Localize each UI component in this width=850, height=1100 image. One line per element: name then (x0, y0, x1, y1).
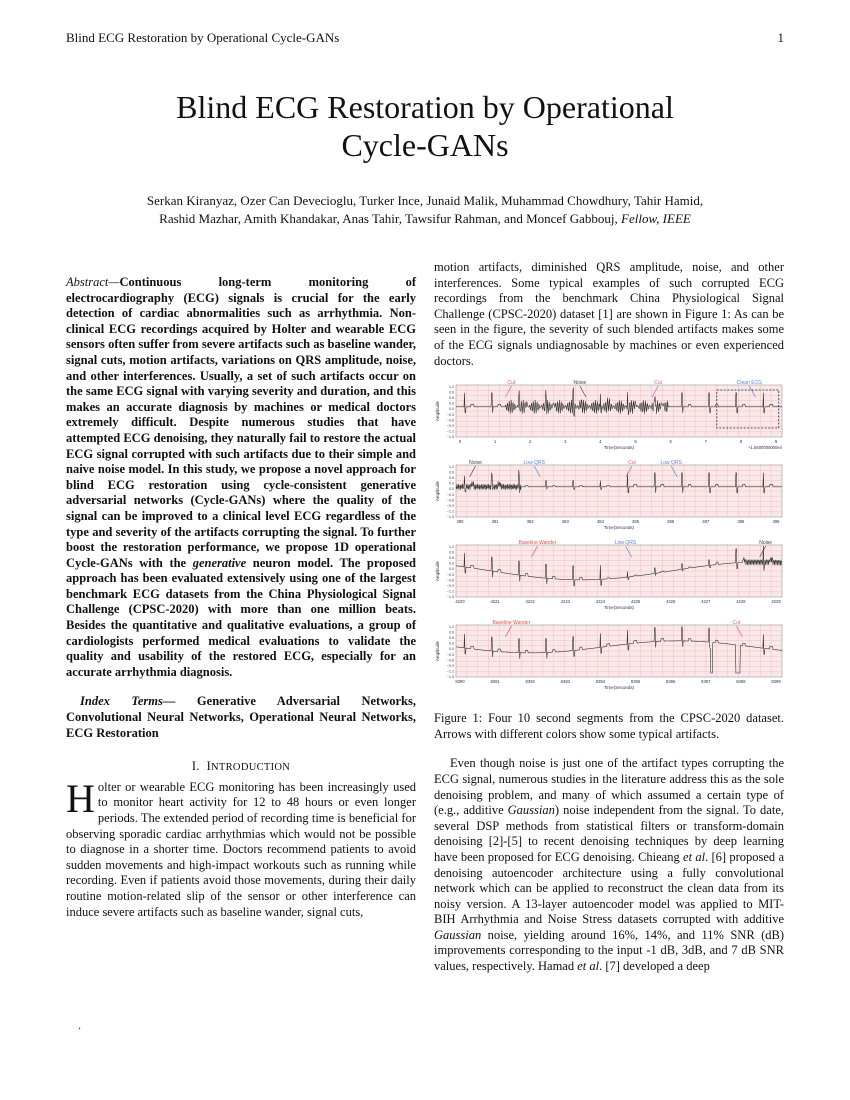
authors-line-1: Serkan Kiranyaz, Ozer Can Devecioglu, Turker Ince, Junaid Malik, Muhammad Chowdhury, Tahir Hamid, (146, 193, 704, 208)
y-tick-label: −1.2 (446, 589, 454, 594)
drop-cap: H (66, 775, 95, 821)
annotation-label: Cut (732, 620, 741, 627)
x-tick-label: 8394 (595, 679, 606, 685)
authors-fellow: Fellow, IEEE (621, 211, 691, 226)
x-tick-label: 4228 (736, 599, 746, 605)
y-tick-label: −1.2 (446, 509, 454, 514)
x-tick-label: 389 (772, 519, 780, 525)
x-tick-label: 380 (456, 519, 464, 525)
y-tick-label: 1.2 (449, 625, 454, 630)
x-axis-label: Time(Seconds) (603, 605, 635, 611)
y-tick-label: −0.3 (446, 492, 454, 497)
x-tick-label: 386 (667, 519, 675, 525)
intro-body (66, 775, 416, 920)
p2-text-a: Even though noise is just one of the artifact types corrupting the ECG signal, numerous studies in the literature address this as the sole denoising problem, and many of which assumed a certain type of (e.g., additive (434, 756, 784, 818)
x-tick-label: 5 (634, 439, 637, 445)
y-tick-label: 0.9 (449, 550, 454, 555)
y-tick-label: −1.5 (446, 675, 454, 680)
section-number: I. (191, 759, 200, 774)
intro-paragraph-1-text: olter or wearable ECG monitoring has been increasingly used to monitor heart activity for 12 to 48 hours or even longer periods. The extended period of recording time is beneficial for observing sporadic cardiac arrhythmias which would not be possible to diagnose in a shorter time. Doctors recommend patients to avoid sudden movements and high-impact workouts such as running while recording. Even if patients avoid those movements, during their daily routine motion-related slip of the sensor or other interference can induce severe artifacts such as baseline wander, signal cuts, (66, 779, 416, 919)
figure-1-caption: Figure 1: Four 10 second segments from the CPSC-2020 dataset. Arrows with different colors show some typical artifacts. (434, 711, 784, 741)
x-tick-label: 388 (737, 519, 745, 525)
y-tick-label: −0.6 (446, 578, 454, 583)
annotation-label: Cut (628, 460, 636, 467)
y-tick-label: 0.6 (449, 396, 454, 401)
y-tick-label: −0.3 (446, 572, 454, 577)
y-tick-label: 0.3 (449, 561, 454, 566)
x-tick-label: 4222 (525, 599, 535, 605)
p2-emph-4: et al (577, 959, 600, 974)
page-number: 1 (777, 30, 784, 45)
x-tick-label: 0 (458, 439, 462, 445)
x-tick-label: 8392 (525, 679, 535, 685)
abstract (66, 275, 416, 680)
y-tick-label: −1.5 (446, 515, 454, 520)
y-tick-label: 0.9 (449, 470, 454, 475)
index-terms-text: Generative Adversarial Networks, Convolutional Neural Networks, Operational Neural Networks, ECG Restoration (66, 694, 416, 740)
y-tick-label: 0.0 (449, 487, 454, 492)
x-tick-label: 3 (564, 439, 567, 445)
p2-text-d: noise, yielding around 16%, 14%, and 11% SNR (dB) improvements corresponding to the input -1 dB, 3dB, and 7 dB SNR values, respectively. Hamad (434, 927, 784, 974)
y-tick-label: 0.0 (449, 647, 454, 652)
index-terms-lead: Index Terms— (80, 694, 176, 709)
annotation-label: Low QRS (523, 460, 545, 467)
x-tick-label: 382 (526, 519, 534, 525)
x-tick-label: 4225 (630, 599, 641, 605)
p2-emph-2: et al (683, 849, 706, 864)
annotation-label: Noise (759, 540, 773, 547)
x-axis-label: Time(Seconds) (603, 685, 635, 691)
p2-emph-3: Gaussian (434, 927, 482, 942)
annotation-label: Low QRS (614, 540, 637, 547)
p2-emph-1: Gaussian (507, 803, 555, 818)
y-tick-label: −1.5 (446, 595, 454, 600)
authors-names: Rashid Mazhar, Amith Khandakar, Anas Tahir, Tawsifur Rahman, and Moncef Gabbouj, (159, 211, 618, 226)
x-tick-label: 2 (529, 439, 532, 445)
annotation-label: Cut (654, 380, 663, 387)
x-axis-label: Time(Seconds) (603, 445, 635, 451)
abstract-lead: Abstract— (66, 275, 120, 289)
y-tick-label: 1.2 (449, 385, 454, 390)
x-tick-label: 4229 (771, 599, 781, 605)
running-header-title: Blind ECG Restoration by Operational Cycle-GANs (66, 30, 340, 45)
y-tick-label: 1.2 (449, 545, 454, 550)
x-tick-label: 8399 (771, 679, 781, 685)
y-tick-label: 0.0 (449, 407, 454, 412)
y-tick-label: 1.2 (449, 465, 454, 470)
ecg-figure-svg (434, 379, 784, 691)
x-tick-label: 9 (774, 439, 778, 445)
x-tick-label: 8396 (666, 679, 676, 685)
x-tick-label: 385 (632, 519, 640, 525)
section-title-first: I (206, 759, 212, 774)
x-tick-label: 4226 (666, 599, 676, 605)
right-paragraph-1: motion artifacts, diminished QRS amplitude, noise, and other interferences. Some typical examples of such corrupted ECG recordings from the benchmark China Physiological Signal Challenge (CPSC-2020) dataset [1] are shown in Figure 1: As can be seen in the figure, the severity of such blended artifacts makes some of the ECG signals undiagnosable by machines or even experienced doctors. (434, 260, 784, 368)
x-tick-label: 8393 (560, 679, 570, 685)
x-tick-label: 387 (702, 519, 710, 525)
x-tick-label: 8395 (630, 679, 641, 685)
x-tick-label: 383 (561, 519, 569, 525)
annotation-label: Baseline Wander (492, 620, 531, 627)
y-axis-label: Amplitude (435, 401, 440, 422)
p2-text-b: ) noise independent from the signal. To date, several DSP methods from statistical filters or transform-domain denoising [2]-[5] to recent denoising techniques by deep learning have been proposed for ECG denoising. Chieang (434, 803, 784, 864)
ecg-panel-3 (435, 540, 782, 610)
y-tick-label: 0.6 (449, 636, 454, 641)
x-tick-label: 4221 (490, 599, 500, 605)
y-tick-label: −0.9 (446, 504, 454, 509)
x-tick-label: 4227 (701, 599, 711, 605)
y-tick-label: −0.3 (446, 412, 454, 417)
intro-paragraph-1 (66, 775, 416, 920)
x-tick-label: 4 (599, 439, 602, 445)
x-tick-label: 7 (704, 439, 707, 445)
y-tick-label: −0.6 (446, 658, 454, 663)
y-tick-label: −0.9 (446, 664, 454, 669)
x-tick-label: 8390 (455, 679, 465, 685)
footer-dot: . (78, 1018, 81, 1032)
y-tick-label: 0.3 (449, 481, 454, 486)
ecg-panel-4 (435, 620, 782, 690)
x-tick-label: 384 (596, 519, 604, 525)
annotation-label: Baseline Wander (518, 540, 557, 547)
x-offset-label: +1.6600000000e4 (748, 445, 782, 451)
abstract-text-2: neuron model. The proposed approach has been evaluated extensively using one of the largest benchmark ECG datasets from the China Physiological Signal Challenge (CPSC-2020) with more than one million beats. Besides the quantitative and qualitative evaluations, a group of cardiologists performed medical evaluations to validate the quality and usability of the restored ECG, especially for an accurate arrhythmia diagnosis. (66, 555, 416, 679)
y-tick-label: 0.0 (449, 567, 454, 572)
x-tick-label: 4223 (560, 599, 570, 605)
x-tick-label: 8 (739, 439, 743, 445)
author-list (66, 192, 784, 228)
x-tick-label: 8398 (736, 679, 746, 685)
section-heading-introduction (66, 759, 416, 776)
title-line-2: Cycle-GANs (341, 127, 509, 163)
y-tick-label: 0.3 (449, 401, 454, 406)
y-axis-label: Amplitude (435, 641, 440, 662)
abstract-emph: generative (192, 555, 247, 570)
y-tick-label: −0.6 (446, 418, 454, 423)
paper-title (66, 88, 784, 164)
annotation-label: Noise (573, 380, 587, 387)
title-line-1: Blind ECG Restoration by Operational (176, 89, 674, 125)
x-tick-label: 8397 (701, 679, 711, 685)
abstract-text-1: Continuous long-term monitoring of electrocardiography (ECG) signals is crucial for the early detection of cardiac abnormalities such as arrhythmia. Non-clinical ECG recordings acquired by Holter and wearable ECG sensors often suffer from severe artifacts such as baseline wander, signal cuts, motion artifacts, variations on QRS amplitude, noise, and other interferences. Usually, a set of such artifacts occur on the same ECG signal with varying severity and duration, and this makes an accurate diagnosis by machines or medical doctors extremely difficult. Despite numerous studies that have attempted ECG denoising, they naturally fail to restore the actual ECG signal corrupted with such artifacts due to their simple and naive noise model. In this study, we propose a novel approach for blind ECG restoration using cycle-consistent generative adversarial networks (Cycle-GANs) where the quality of the signal can be improved to a clinical level ECG regardless of the type and severity of the artifacts corrupting the signal. To further boost the restoration performance, we propose 1D operational Cycle-GANs with the (66, 275, 416, 570)
figure-1 (434, 379, 784, 691)
index-terms (66, 694, 416, 741)
y-tick-label: −0.9 (446, 424, 454, 429)
y-tick-label: −1.2 (446, 669, 454, 674)
y-axis-label: Amplitude (435, 561, 440, 582)
ecg-panel-2 (435, 460, 782, 530)
right-column (434, 260, 784, 975)
x-tick-label: 4220 (455, 599, 465, 605)
y-tick-label: −0.3 (446, 652, 454, 657)
x-tick-label: 4224 (595, 599, 606, 605)
y-tick-label: −1.2 (446, 429, 454, 434)
x-tick-label: 8391 (490, 679, 500, 685)
y-tick-label: −0.9 (446, 584, 454, 589)
y-tick-label: 0.9 (449, 390, 454, 395)
p2-text-e: . [7] developed a deep (599, 959, 710, 974)
annotation-label: Cut (507, 380, 516, 387)
authors-line-2 (66, 210, 784, 228)
x-axis-label: Time(Seconds) (603, 525, 635, 531)
left-column (66, 275, 416, 920)
y-tick-label: 0.3 (449, 641, 454, 646)
x-tick-label: 1 (493, 439, 497, 445)
annotation-label: Clean ECG (736, 380, 763, 387)
right-paragraph-2 (434, 756, 784, 974)
y-axis-label: Amplitude (435, 481, 440, 502)
x-tick-label: 381 (491, 519, 499, 525)
ecg-panel-1 (435, 380, 783, 450)
annotation-label: Noise (469, 460, 482, 467)
x-tick-label: 6 (669, 439, 672, 445)
annotation-label: Low QRS (660, 460, 682, 467)
y-tick-label: 0.6 (449, 556, 454, 561)
y-tick-label: −0.6 (446, 498, 454, 503)
y-tick-label: 0.9 (449, 630, 454, 635)
y-tick-label: −1.5 (446, 435, 454, 440)
y-tick-label: 0.6 (449, 476, 454, 481)
p2-text-c: . [6] proposed a denoising autoencoder architecture using a fully convolutional network which can be applied to reconstruct the clean data from its noisy version. A 13-layer autoencoder model was applied to MIT-BIH Arrhythmia and Noise Stress datasets corrupted with additive (434, 849, 785, 927)
section-title-rest: NTRODUCTION (211, 762, 291, 774)
